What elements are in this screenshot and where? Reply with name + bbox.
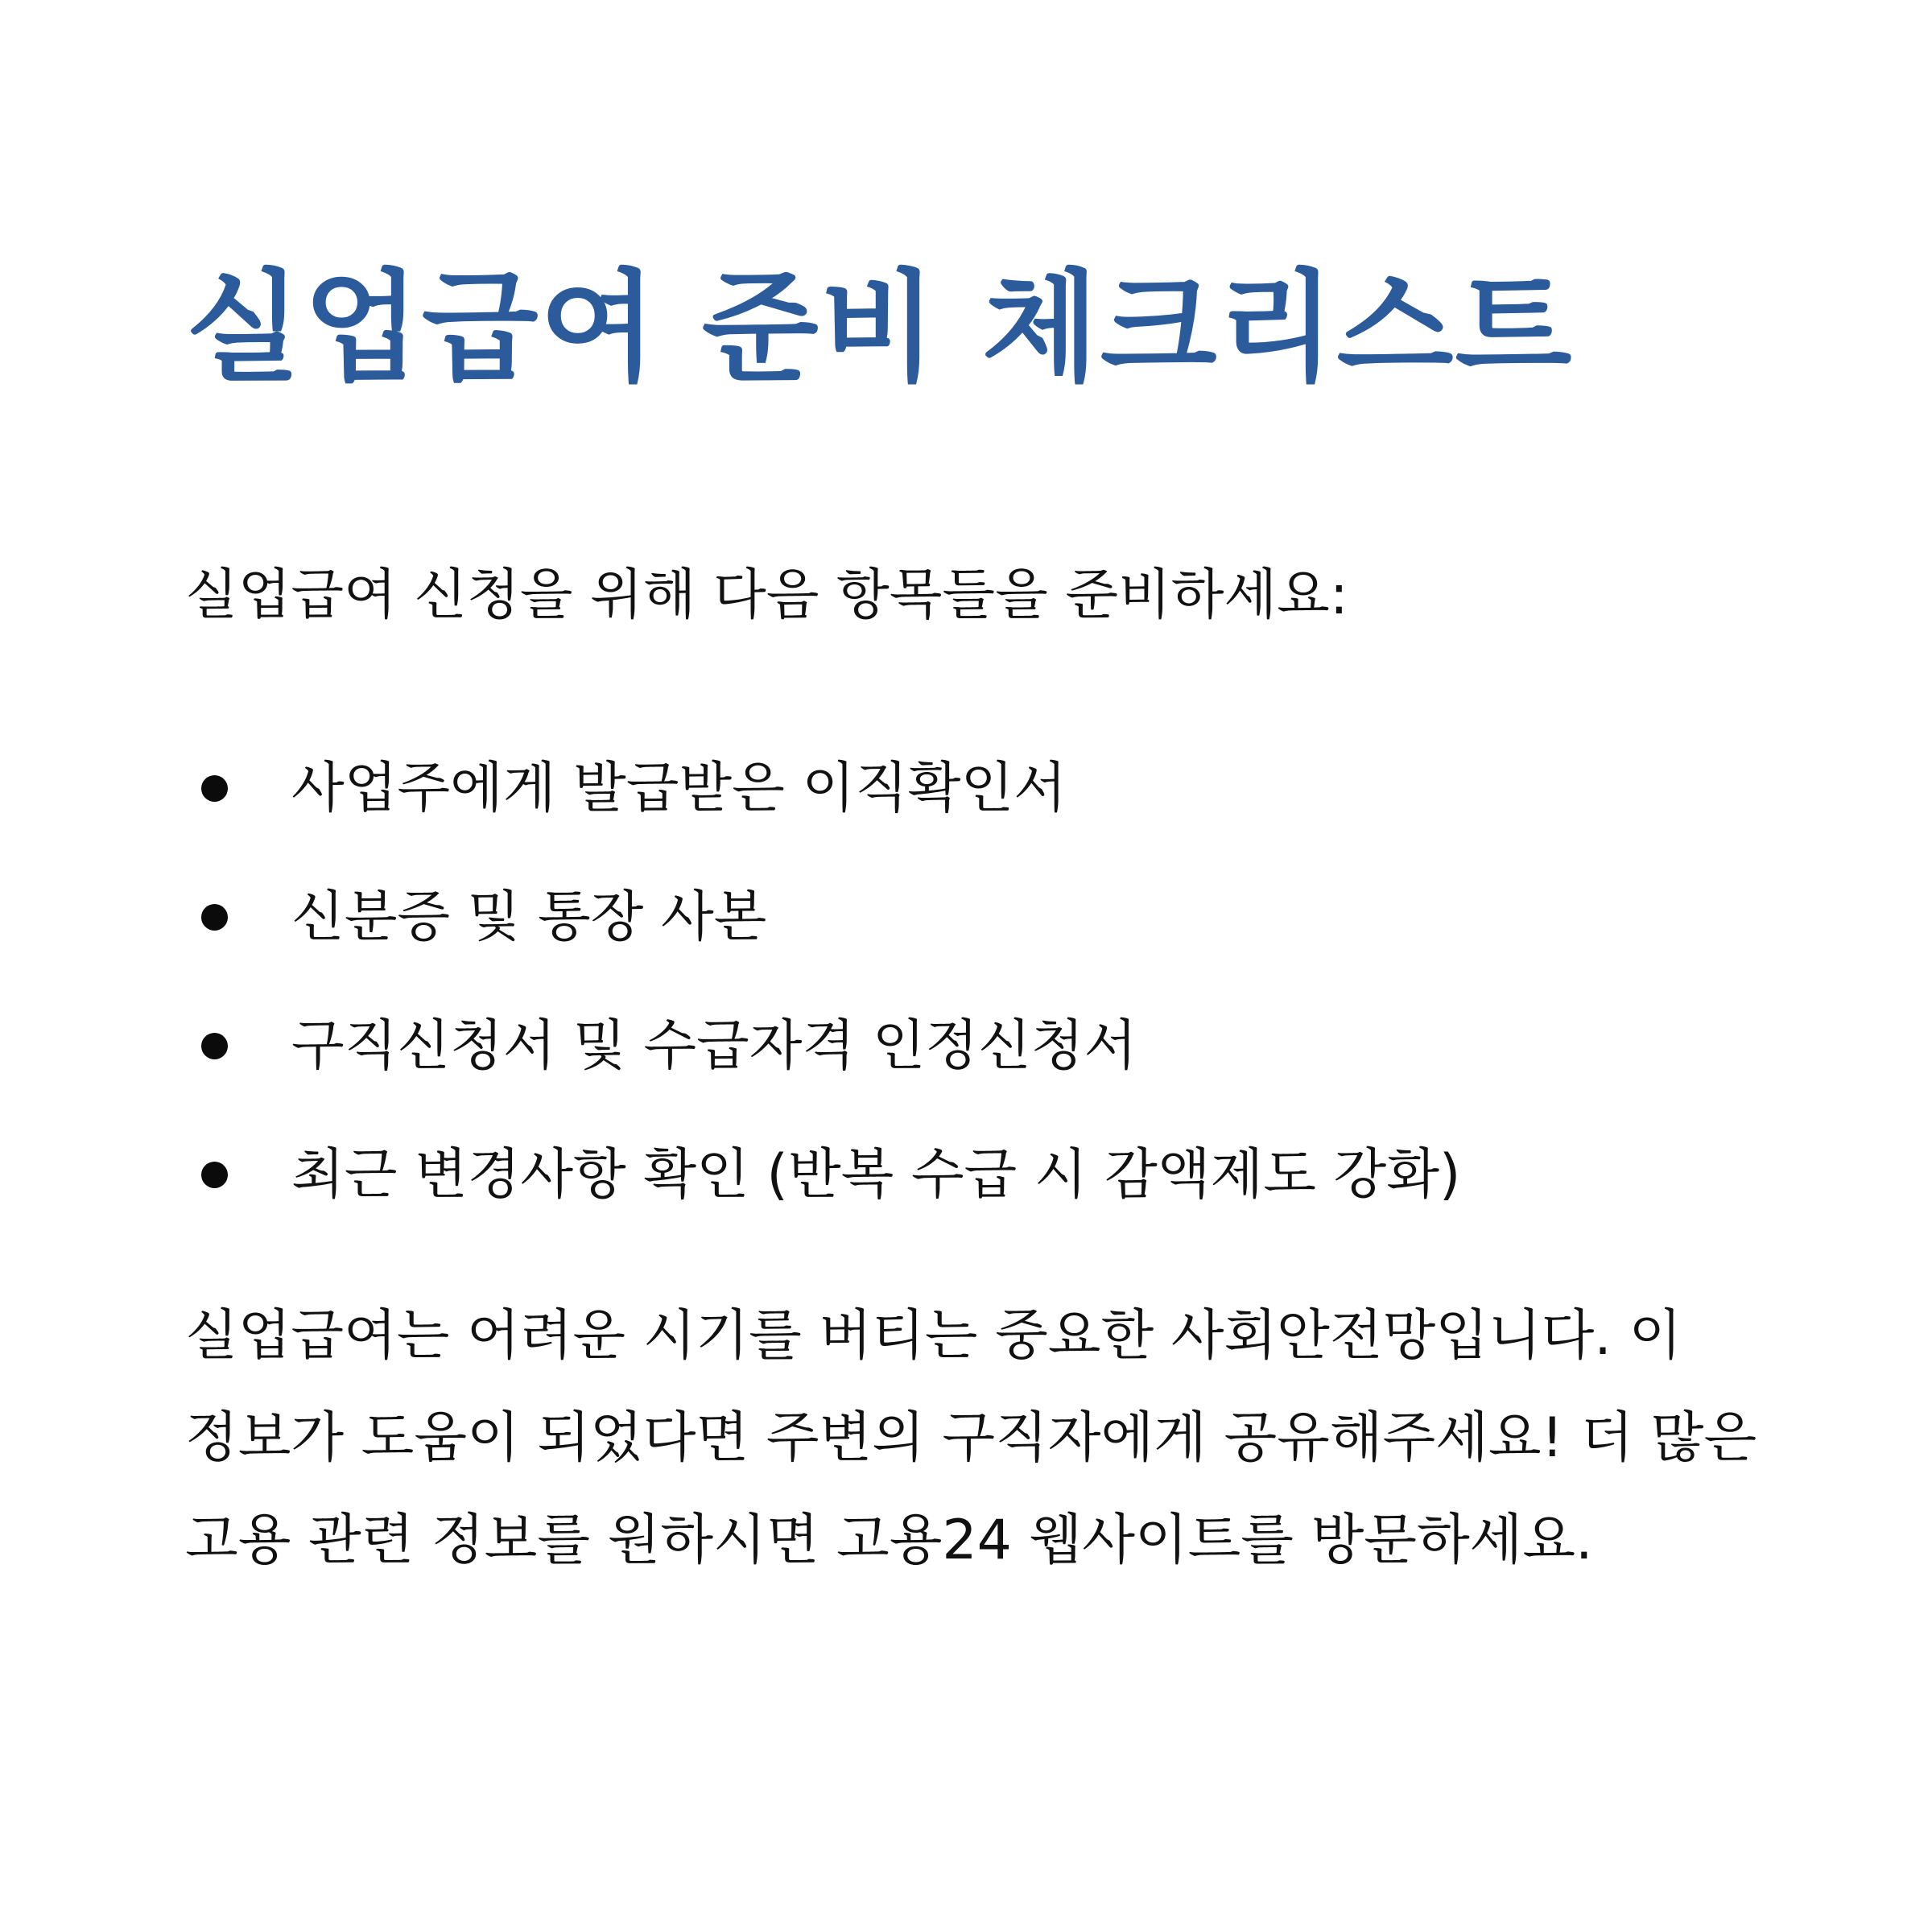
bullet-icon	[201, 904, 228, 931]
intro-text: 실업급여 신청을 위해 다음 항목들을 준비하세요:	[185, 564, 1348, 627]
bullet-icon	[201, 1162, 228, 1188]
checklist-item	[185, 982, 1795, 1111]
checklist-item-text: 사업주에게 발급받은 이직확인서	[291, 757, 1067, 820]
preparation-checklist	[185, 724, 1795, 1240]
checklist-item	[185, 853, 1795, 982]
checklist-item-text: 최근 변경사항 확인 (반복 수급 시 감액제도 강화)	[291, 1143, 1461, 1207]
checklist-item	[185, 724, 1795, 853]
checklist-item-text: 구직신청서 및 수급자격 인정신청서	[291, 1014, 1137, 1078]
bullet-icon	[201, 775, 228, 802]
page-title: 실업급여 준비 체크리스트	[185, 258, 1574, 398]
checklist-item	[185, 1111, 1795, 1240]
bullet-icon	[201, 1033, 228, 1059]
closing-message: 실업급여는 어려운 시기를 버티는 중요한 사회안전망입니다. 이 정보가 도움이 되었다면 주변의 구직자에게 공유해주세요! 더 많은 고용 관련 정보를 원하시면 고용24 웹사이트를 방문하세요.	[185, 1304, 1757, 1572]
checklist-item-text: 신분증 및 통장 사본	[291, 886, 767, 949]
